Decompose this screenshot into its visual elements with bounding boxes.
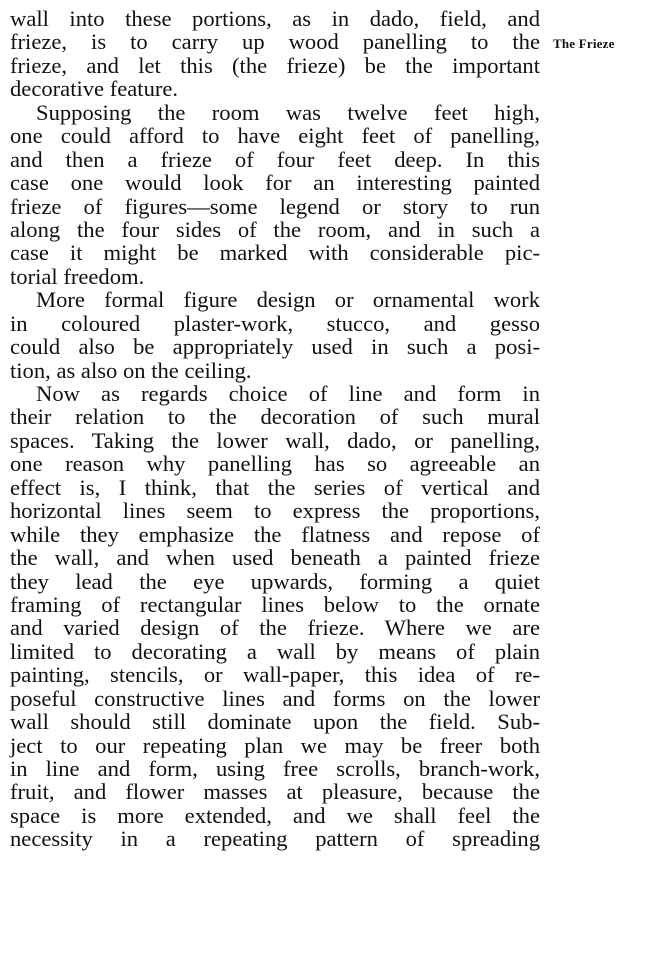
text-line: and varied design of the frieze. Where we are <box>10 615 540 641</box>
text-line: framing of rectangular lines below to the ornate <box>10 591 540 617</box>
text-line: one could afford to have eight feet of panelling, <box>10 123 540 149</box>
text-line: More formal figure design or ornamental work <box>36 287 540 313</box>
text-line: fruit, and flower masses at pleasure, because the <box>10 779 540 805</box>
text-line: one reason why panelling has so agreeable an <box>10 451 540 477</box>
text-line: the wall, and when used beneath a painted frieze <box>10 545 540 571</box>
text-line: horizontal lines seem to express the proportions, <box>10 498 540 524</box>
text-line: painting, stencils, or wall-paper, this idea of re- <box>10 662 540 688</box>
text-line: Now as regards choice of line and form in <box>36 381 540 406</box>
text-line: decorative feature. <box>10 76 179 102</box>
text-line: their relation to the decoration of such mural <box>10 404 540 430</box>
text-line: wall into these portions, as in dado, field, and <box>10 6 540 31</box>
text-line: along the four sides of the room, and in such a <box>10 216 540 242</box>
text-line: effect is, I think, that the series of vertical and <box>10 474 540 500</box>
text-line: in coloured plaster-work, stucco, and gesso <box>10 310 540 336</box>
text-line: spaces. Taking the lower wall, dado, or panelling, <box>10 427 540 453</box>
text-line: Supposing the room was twelve feet high, <box>36 99 540 125</box>
text-line: frieze, and let this (the frieze) be the important <box>10 52 540 78</box>
text-line: case it might be marked with considerable pic- <box>10 240 540 266</box>
text-line: could also be appropriately used in such a posi- <box>10 334 540 360</box>
text-line: in line and form, using free scrolls, branch-work, <box>10 756 540 781</box>
body-text <box>10 7 540 851</box>
margin-note: The Frieze <box>553 36 615 51</box>
text-line: case one would look for an interesting painted <box>10 170 540 196</box>
text-line: tion, as also on the ceiling. <box>10 357 252 383</box>
text-line: wall should still dominate upon the field. Sub- <box>10 709 540 735</box>
text-line: limited to decorating a wall by means of plain <box>10 638 540 664</box>
text-line: and then a frieze of four feet deep. In this <box>10 146 540 172</box>
text-line: frieze of figures—some legend or story to run <box>10 193 540 219</box>
text-line: necessity in a repeating pattern of spreading <box>10 826 540 852</box>
text-line: space is more extended, and we shall feel the <box>10 802 540 828</box>
text-line: they lead the eye upwards, forming a quiet <box>10 568 540 594</box>
text-line: poseful constructive lines and forms on the lower <box>10 685 540 711</box>
text-line: frieze, is to carry up wood panelling to the <box>10 29 540 55</box>
text-line: while they emphasize the flatness and repose of <box>10 521 540 547</box>
text-line: ject to our repeating plan we may be freer both <box>10 732 540 758</box>
text-line: torial freedom. <box>10 263 145 289</box>
